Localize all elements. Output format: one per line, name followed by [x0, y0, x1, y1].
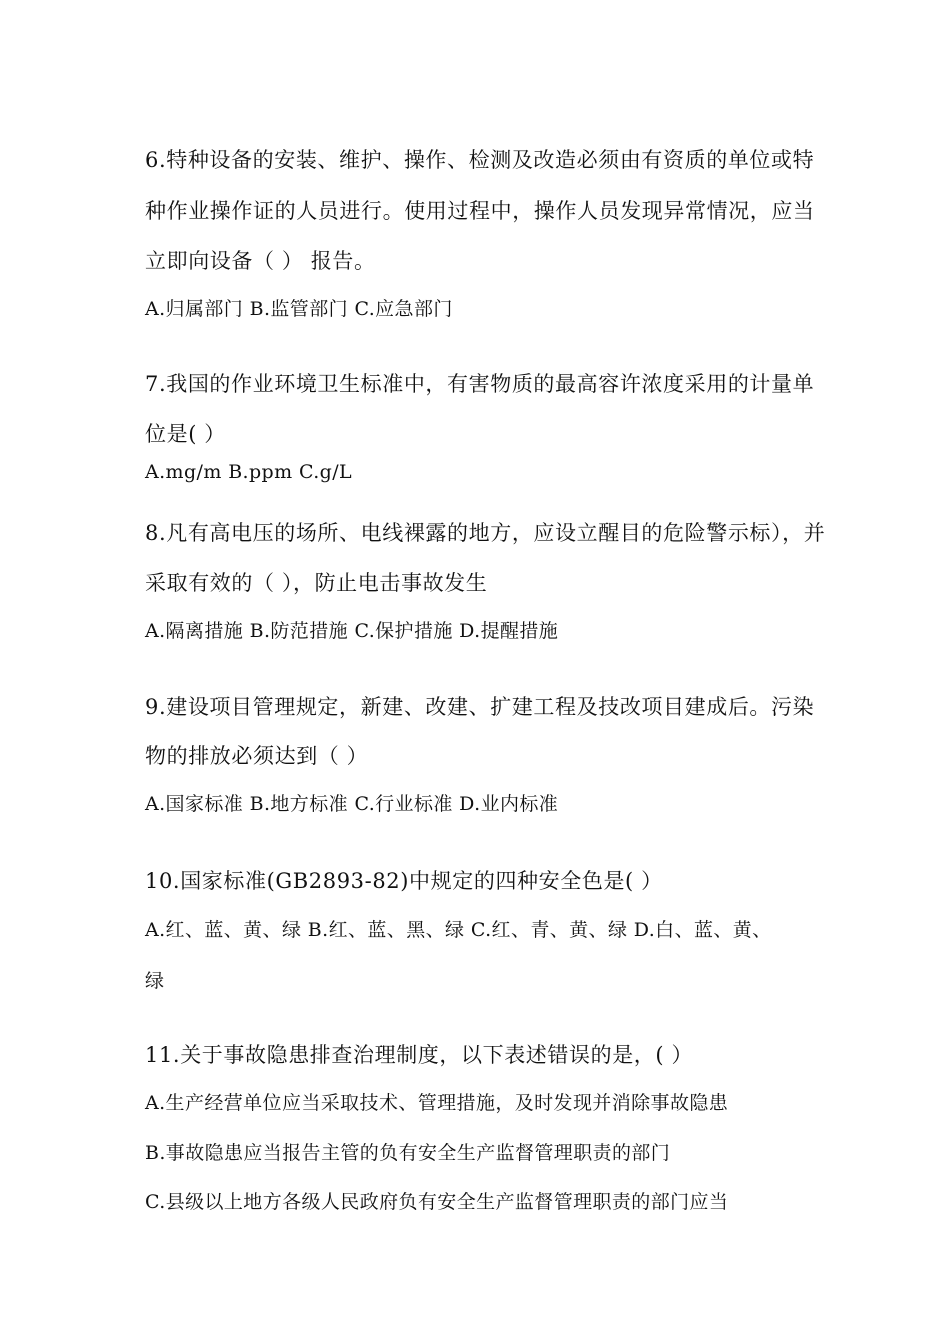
question-8-options: A.隔离措施 B.防范措施 C.保护措施 D.提醒措施 [145, 620, 559, 642]
question-9-options: A.国家标准 B.地方标准 C.行业标准 D.业内标准 [145, 793, 559, 815]
question-6-stem-line-1: 6.特种设备的安装、维护、操作、检测及改造必须由有资质的单位或特 [145, 148, 815, 172]
question-10-options-line-2: 绿 [145, 970, 165, 992]
question-9-stem-line-1: 9.建设项目管理规定，新建、改建、扩建工程及技改项目建成后。污染 [145, 695, 815, 719]
question-11-option-b: B.事故隐患应当报告主管的负有安全生产监督管理职责的部门 [145, 1142, 671, 1164]
question-7-stem-line-2: 位是( ） [145, 422, 226, 446]
question-9-stem-line-2: 物的排放必须达到（ ） [145, 744, 369, 768]
question-11-option-a: A.生产经营单位应当采取技术、管理措施，及时发现并消除事故隐患 [145, 1092, 729, 1114]
question-10-stem: 10.国家标准(GB2893-82)中规定的四种安全色是( ） [145, 869, 663, 893]
question-7-stem-line-1: 7.我国的作业环境卫生标准中，有害物质的最高容许浓度采用的计量单 [145, 372, 815, 396]
question-6-options: A.归属部门 B.监管部门 C.应急部门 [145, 298, 453, 320]
question-7-options: A.mg/m B.ppm C.g/L [145, 461, 353, 483]
question-6-stem-line-2: 种作业操作证的人员进行。使用过程中，操作人员发现异常情况，应当 [145, 199, 815, 223]
question-6-stem-line-3: 立即向设备（ ） 报告。 [145, 249, 376, 273]
question-11-stem: 11.关于事故隐患排查治理制度，以下表述错误的是，( ） [145, 1043, 694, 1067]
question-10-options-line-1: A.红、蓝、黄、绿 B.红、蓝、黑、绿 C.红、青、黄、绿 D.白、蓝、黄、 [145, 919, 772, 941]
question-11-option-c: C.县级以上地方各级人民政府负有安全生产监督管理职责的部门应当 [145, 1191, 729, 1213]
question-8-stem-line-2: 采取有效的（ ），防止电击事故发生 [145, 571, 488, 595]
question-8-stem-line-1: 8.凡有高电压的场所、电线裸露的地方，应设立醒目的危险警示标），并 [145, 521, 826, 545]
